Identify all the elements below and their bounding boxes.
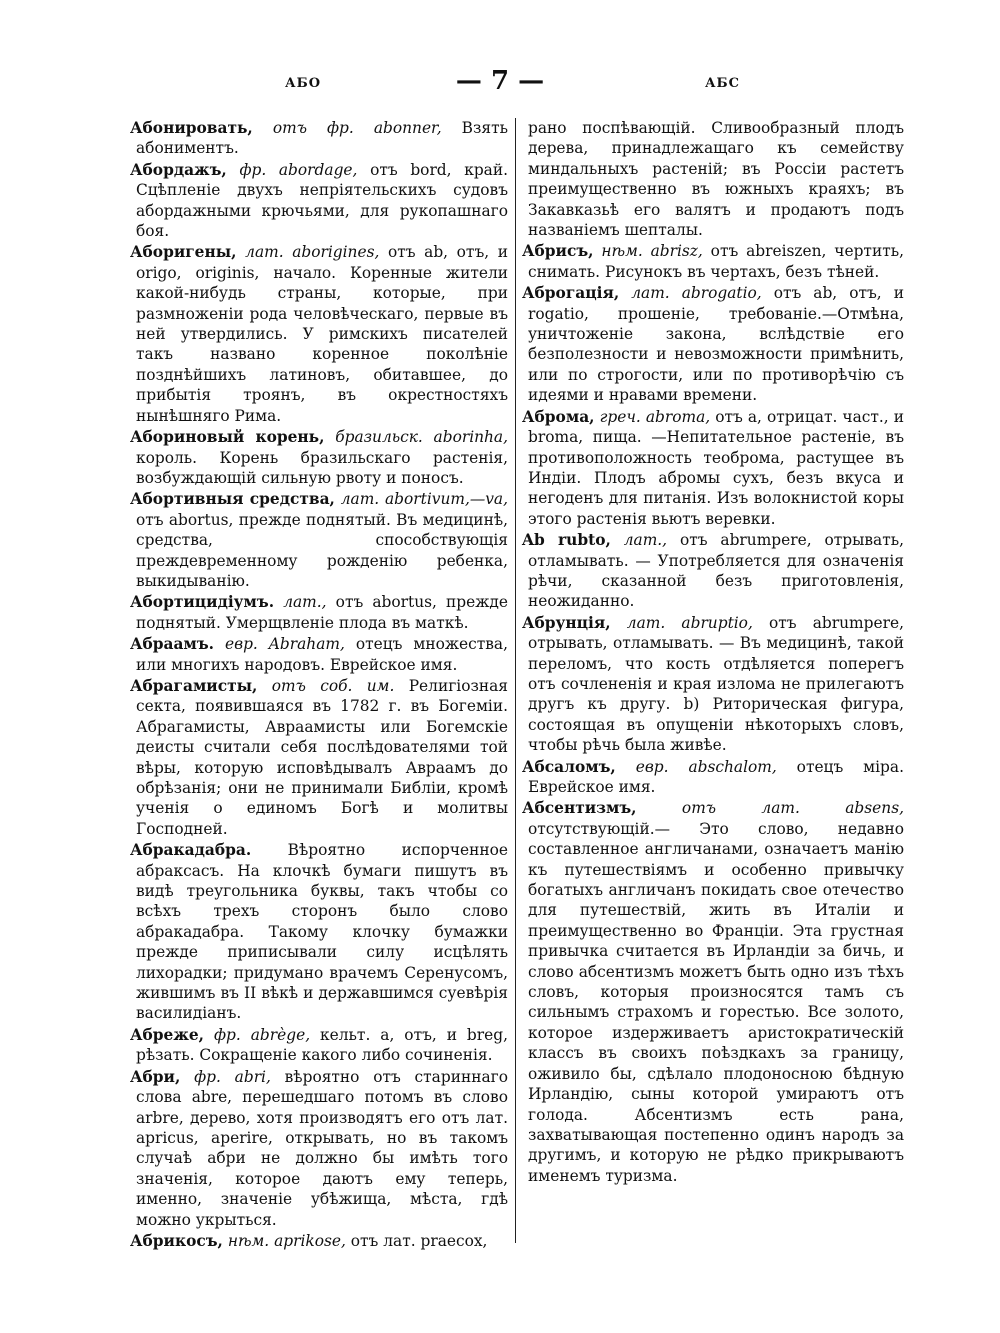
entry-etymology: греч. abroma, [599,407,711,426]
entry-definition: отъ abrumpere, отрывать, отламывать. — Въ медицинѣ, такой переломъ, что кость отдѣляется поперегъ отъ сочлененія и края излома не прилегаютъ другъ къ другу. b) Риторическая фигура, состоящая въ опущеніи нѣкоторыхъ словъ, чтобы рѣчь была живѣе. [528,613,904,755]
dictionary-entry [130,1025,508,1066]
entry-etymology: фр. abordage, [239,160,358,179]
left-column [130,118,509,1250]
entry-headword: Аброгація, [522,284,620,303]
entry-etymology: фр. abri, [194,1067,271,1086]
dictionary-entry [130,840,508,1024]
dictionary-entry [130,160,508,242]
entry-headword: Абортицидіумъ. [130,593,275,612]
entry-headword: Абрикосъ, [130,1231,223,1250]
entry-etymology: нѣм. aprikose, [227,1231,346,1250]
entry-etymology: евр. Abraham, [225,635,345,654]
dictionary-entry [130,634,508,675]
entry-definition: кельт. а, отъ, и breg, рѣзать. Сокращеніе какого либо сочиненія. [136,1025,508,1065]
entry-headword: Абордажъ, [130,160,227,179]
dictionary-entry [522,241,904,282]
running-head-right: АБС [704,76,740,91]
entry-etymology: лат., [623,531,668,550]
entry-etymology: лат. abortivum,—va, [340,490,508,509]
entry-definition: отъ а, отрицат. част., и broma, пища. —Непитательное растеніе, въ противоположность теоброма, растущее въ Индіи. Плодъ абромы сухъ, безъ вкуса и негоденъ для питанія. Изъ волокнистой коры этого растенія вьютъ веревки. [528,407,904,528]
entry-definition: отсутствующій.— Это слово, недавно составленное англичанами, означаетъ манію къ путешествіямъ и особенно привычку богатыхъ англичанъ покидать свое отечество для путешествій, жить въ Италіи и преимущественно во Франціи. Эта грустная привычка считается въ Ирландіи за бичь, и слово абсентизмъ можетъ быть одно изъ тѣхъ словъ, которыя произносятся тамъ съ сильнымъ страхомъ и горестью. Все золото, которое издерживаетъ аристократическій классъ въ своихъ поѣздкахъ за границу, оживило бы, сдѣлало плодоносною бѣдную Ирландію, сыны которой умираютъ отъ голода. Абсентизмъ есть рана, захватывающая постепенно одинъ народъ за другимъ, и которую не рѣдко прикрываютъ именемъ туризма. [528,819,904,1185]
entry-headword: Абрисъ, [522,242,594,261]
entry-headword: Абортивныя средства, [130,490,335,509]
entry-definition: отъ bord, край. Сцѣпленіе двухъ непріятельскихъ судовъ абордажными крючьями, для рукопашнаго боя. [136,160,508,241]
dictionary-entry [522,757,904,798]
entry-etymology: лат. aborigines, [245,243,380,262]
dictionary-entry [130,118,508,159]
dictionary-entry [522,118,904,240]
entry-definition: отецъ множества, или многихъ народовъ. Еврейское имя. [136,635,508,674]
entry-etymology: евр. abschalom, [635,757,777,776]
entry-etymology: отъ лат. absens, [681,799,904,818]
dictionary-entry [522,407,904,529]
entry-headword: Абри, [130,1067,181,1086]
entry-etymology: фр. abrège, [214,1025,311,1044]
entry-headword: Абраамъ. [130,635,215,654]
dictionary-entry [522,798,904,1186]
entry-headword: Аброма, [522,407,595,426]
entry-definition: отъ лат. praecox, [350,1231,488,1250]
dictionary-entry [130,242,508,426]
entry-definition: отъ abreiszen, чертить, снимать. Рисунокъ въ чертахъ, безъ тѣней. [528,242,904,281]
entry-definition: Взять абониментъ. [136,119,508,158]
entry-headword: Абракадабра. [130,841,252,860]
dictionary-entry [130,1231,508,1251]
entry-etymology: бразильск. aborinha, [335,428,509,447]
dictionary-entry [522,613,904,756]
entry-headword: Абсаломъ, [522,757,616,776]
dictionary-entry [130,592,508,633]
entry-definition: вѣроятно отъ стариннаго слова abre, перешедшаго потомъ въ слово arbre, дерево, хотя производятъ его отъ лат. apricus, aperire, открывать, но въ такомъ случаѣ абри не должно бы имѣть того значенія, которое даютъ ему теперь, именно, значеніе убѣжища, мѣста, гдѣ можно укрыться. [136,1067,508,1229]
entry-etymology: отъ соб. им. [271,676,395,695]
entry-definition: отъ abortus, прежде поднятый. Въ медицинѣ, средства, способствующія преждевременному рожденію ребенка, выкидыванію. [136,510,508,590]
entry-headword: Абсентизмъ, [522,799,637,818]
entry-definition: отъ abrumpere, отрывать, отламывать. — Употребляется для означенія рѣчи, сказанной безъ приготовленія, неожиданно. [528,531,904,611]
entry-etymology: нѣм. abrisz, [601,242,703,261]
page-header [130,66,870,106]
entry-headword: Абориновый корень, [130,428,325,447]
entry-headword: Ab rubto, [522,531,611,550]
dictionary-entry [130,489,508,591]
entry-headword: Абонировать, [130,119,253,137]
entry-etymology: лат. abruptio, [626,613,753,632]
dictionary-entry [130,427,508,488]
entry-headword: Абрагамисты, [130,676,258,695]
entry-definition: рано поспѣвающій. Сливообразный плодъ дерева, принадлежащаго къ семейству миндальныхъ растеній; въ Россіи растетъ преимущественно въ южныхъ краяхъ; въ Закавказьѣ его валятъ и продаютъ подъ названіемъ шепталы. [528,119,904,240]
right-column [522,118,904,1238]
dictionary-entry [130,676,508,839]
entry-definition: отъ abortus, прежде поднятый. Умерщвленіе плода въ маткѣ. [136,593,508,632]
entry-definition: Вѣроятно испорченное абраксасъ. На клочкѣ бумаги пишутъ въ видѣ треугольника буквы, такъ чтобы со всѣхъ трехъ сторонъ было слово абракадабра. Такому клочку бумажки прежде приписывали силу исцѣлять лихорадки; придумано врачемъ Серенусомъ, жившимъ въ II вѣкѣ и державшимся суевѣрія василидіанъ. [136,841,508,1023]
dictionary-entry [522,283,904,405]
column-divider [515,118,516,1243]
entry-etymology: лат., [283,593,327,612]
entry-definition: отецъ міра. Еврейское имя. [528,757,904,796]
entry-headword: Абреже, [130,1025,205,1044]
entry-etymology: отъ фр. abonner, [272,119,442,137]
entry-definition: отъ ab, отъ, и rogatio, прошеніе, требованіе.—Отмѣна, уничтоженіе закона, вслѣдствіе его безполезности и невозможности примѣнить, или по строгости, или по противорѣчію съ идеями и нравами времени. [528,284,904,405]
entry-headword: Абрунція, [522,613,611,632]
running-head-left: АБО [285,76,322,91]
page-number: — 7 — [455,66,545,96]
entry-headword: Аборигены, [130,243,237,262]
entry-definition: отъ ab, отъ, и origo, originis, начало. Коренные жители какой-нибудь страны, которые, при размноженіи рода человѣческаго, первые въ ней утвердились. У римскихъ писателей такъ названо коренное поколѣніе позднѣйшихъ латиновъ, обитавшее, до прибытія троянъ, въ окрестностяхъ нынѣшняго Рима. [136,243,508,425]
dictionary-entry [522,530,904,612]
entry-definition: король. Корень бразильскаго растенія, возбуждающій сильную рвоту и поносъ. [136,448,508,487]
dictionary-entry [130,1067,508,1230]
entry-definition: Религіозная секта, появившаяся въ 1782 г. въ Богеміи. Абрагамисты, Авраамисты или Богемскіе деисты считали себя послѣдователями той вѣры, которую исповѣдывалъ Авраамъ до обрѣзанія; они не принимали Библіи, кромѣ ученія о единомъ Богѣ и молитвы Господней. [136,676,508,838]
entry-etymology: лат. abrogatio, [631,284,762,303]
